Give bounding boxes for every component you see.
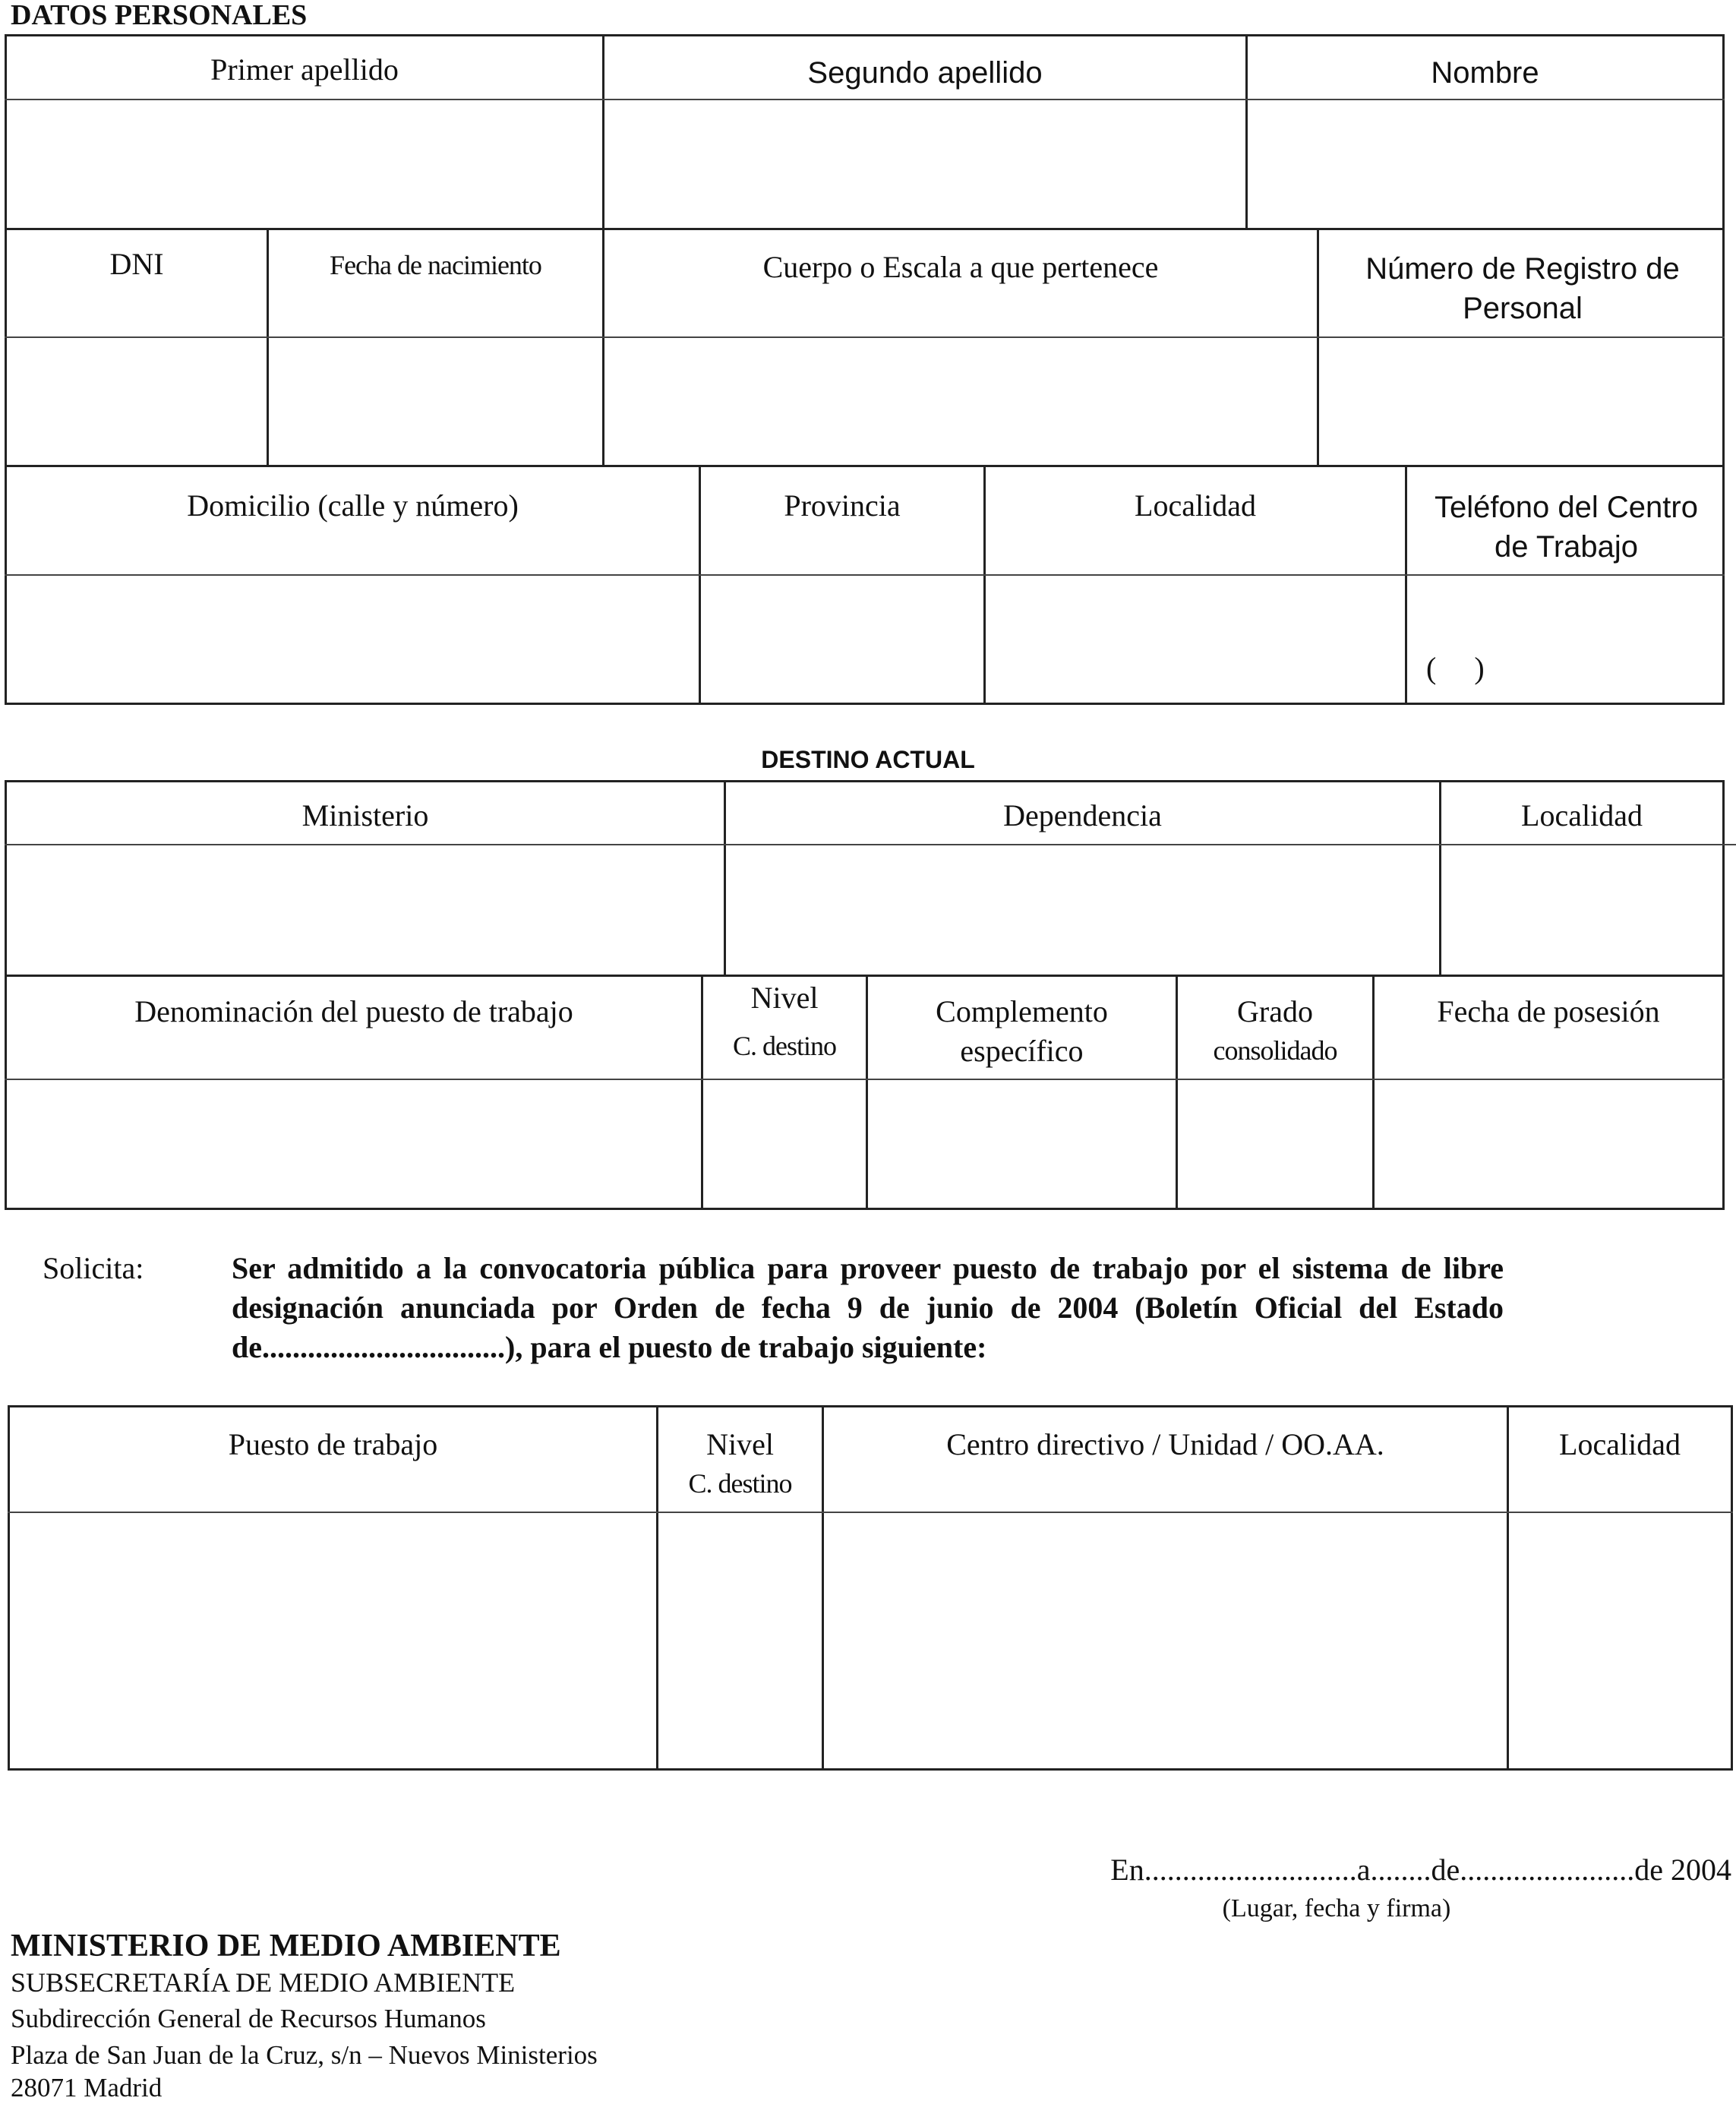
firma-caption: (Lugar, fecha y firma) (1222, 1894, 1451, 1922)
especifico-label: específico (960, 1034, 1084, 1068)
denominacion-label: Denominación del puesto de trabajo (134, 994, 573, 1028)
city: 28071 Madrid (11, 2073, 163, 2102)
puesto-nivel-label: Nivel (706, 1427, 774, 1461)
section-title-datos-personales: DATOS PERSONALES (11, 0, 308, 31)
fecha-nacimiento-label: Fecha de nacimiento (330, 250, 541, 280)
telefono-prefix: ( ) (1426, 651, 1485, 685)
telefono-label: Teléfono del Centro de Trabajo (1435, 491, 1698, 564)
puesto-label: Puesto de trabajo (228, 1427, 438, 1461)
solicita-text: Ser admitido a la convocatoria pública para proveer puesto de trabajo por el sistema de libre designación anunciada por Orden de fecha 9 de junio de 2004 (Boletín Oficial del Estado de................................), para el puesto de trabajo siguiente: (232, 1251, 1504, 1364)
segundo-apellido-label: Segundo apellido (807, 56, 1043, 90)
puesto-localidad-label: Localidad (1559, 1427, 1681, 1461)
consolidado-label: consolidado (1213, 1035, 1337, 1066)
header-divider (5, 99, 1725, 100)
destino-localidad-label: Localidad (1521, 798, 1643, 832)
nivel-label: Nivel (750, 981, 819, 1015)
cuerpo-escala-label: Cuerpo o Escala a que pertenece (762, 250, 1159, 284)
fecha-posesion-label: Fecha de posesión (1437, 994, 1660, 1028)
puesto-c-destino-label: C. destino (688, 1468, 792, 1499)
solicita-label: Solicita: (43, 1251, 144, 1285)
grado-label: Grado (1237, 994, 1313, 1028)
dni-label: DNI (109, 247, 164, 281)
header-divider (5, 1079, 1725, 1080)
ministerio-label: Ministerio (301, 798, 429, 832)
header-divider (5, 336, 1725, 338)
ministry-name: MINISTERIO DE MEDIO AMBIENTE (11, 1929, 561, 1963)
section-title-destino-actual: DESTINO ACTUAL (761, 746, 975, 773)
firma-line: En............................a........de.......................de 2004 (1110, 1853, 1731, 1887)
primer-apellido-label: Primer apellido (210, 52, 399, 87)
street-address: Plaza de San Juan de la Cruz, s/n – Nuevos Ministerios (11, 2040, 598, 2070)
subdireccion: Subdirección General de Recursos Humanos (11, 2004, 486, 2033)
nrp-label: Número de Registro de Personal (1365, 252, 1680, 325)
provincia-label: Provincia (784, 488, 901, 523)
localidad-label: Localidad (1135, 488, 1256, 523)
complemento-label: Complemento (936, 994, 1108, 1028)
header-divider (5, 844, 1736, 845)
dependencia-label: Dependencia (1003, 798, 1162, 832)
centro-directivo-label: Centro directivo / Unidad / OO.AA. (946, 1427, 1384, 1461)
domicilio-label: Domicilio (calle y número) (187, 488, 519, 523)
c-destino-label: C. destino (732, 1031, 836, 1061)
nombre-label: Nombre (1431, 56, 1539, 90)
subsecretaria: SUBSECRETARÍA DE MEDIO AMBIENTE (11, 1967, 516, 1998)
header-divider (5, 574, 1725, 576)
header-divider (8, 1512, 1733, 1513)
